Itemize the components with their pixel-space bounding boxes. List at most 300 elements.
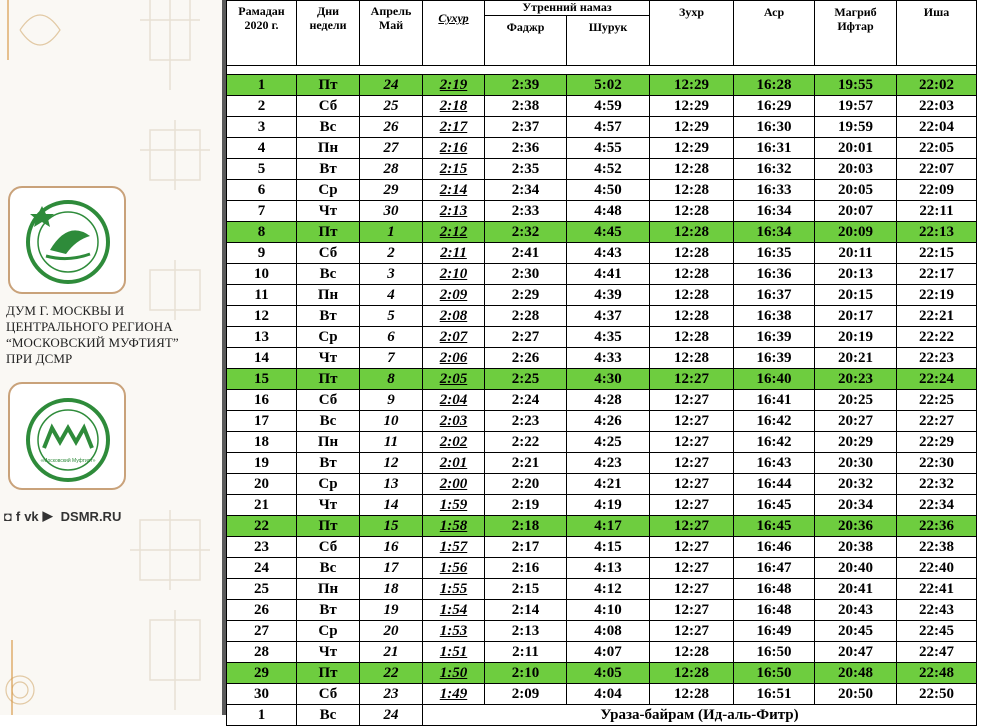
zuhr-time: 12:27 bbox=[650, 369, 734, 390]
shuruk-time: 4:17 bbox=[567, 516, 650, 537]
table-row bbox=[227, 495, 977, 516]
asr-time: 16:28 bbox=[734, 75, 815, 96]
calendar-date: 14 bbox=[360, 495, 423, 516]
isha-time: 22:27 bbox=[897, 411, 977, 432]
table-row bbox=[227, 663, 977, 684]
header-weekday: Дни недели bbox=[297, 1, 360, 66]
isha-time: 22:21 bbox=[897, 306, 977, 327]
calendar-date: 15 bbox=[360, 516, 423, 537]
isha-time: 22:34 bbox=[897, 495, 977, 516]
maghrib-time: 20:47 bbox=[815, 642, 897, 663]
calendar-date: 12 bbox=[360, 453, 423, 474]
site-link[interactable]: DSMR.RU bbox=[60, 508, 122, 524]
maghrib-time: 20:23 bbox=[815, 369, 897, 390]
calendar-date: 28 bbox=[360, 159, 423, 180]
zuhr-time: 12:28 bbox=[650, 285, 734, 306]
maghrib-time: 19:57 bbox=[815, 96, 897, 117]
suhur-time: 2:05 bbox=[423, 369, 485, 390]
zuhr-time: 12:28 bbox=[650, 243, 734, 264]
day-number: 16 bbox=[227, 390, 297, 411]
instagram-icon[interactable]: ◘ bbox=[4, 508, 12, 524]
prayer-times-table bbox=[226, 0, 977, 726]
fajr-time: 2:10 bbox=[485, 663, 567, 684]
table-row bbox=[227, 222, 977, 243]
asr-time: 16:30 bbox=[734, 117, 815, 138]
asr-time: 16:45 bbox=[734, 516, 815, 537]
calendar-date: 4 bbox=[360, 285, 423, 306]
calendar-date: 16 bbox=[360, 537, 423, 558]
day-number: 6 bbox=[227, 180, 297, 201]
table-row bbox=[227, 285, 977, 306]
asr-time: 16:48 bbox=[734, 600, 815, 621]
table-row bbox=[227, 516, 977, 537]
table-row bbox=[227, 201, 977, 222]
isha-time: 22:43 bbox=[897, 600, 977, 621]
table-row bbox=[227, 390, 977, 411]
prayer-schedule bbox=[226, 0, 976, 726]
day-number: 15 bbox=[227, 369, 297, 390]
suhur-time: 1:53 bbox=[423, 621, 485, 642]
day-number: 19 bbox=[227, 453, 297, 474]
fajr-time: 2:26 bbox=[485, 348, 567, 369]
weekday: Чт bbox=[297, 201, 360, 222]
day-number: 9 bbox=[227, 243, 297, 264]
weekday: Чт bbox=[297, 495, 360, 516]
muftiyat-logo-card bbox=[8, 186, 126, 294]
calendar-date: 17 bbox=[360, 558, 423, 579]
fajr-time: 2:39 bbox=[485, 75, 567, 96]
maghrib-time: 20:48 bbox=[815, 663, 897, 684]
calendar-date: 18 bbox=[360, 579, 423, 600]
isha-time: 22:13 bbox=[897, 222, 977, 243]
weekday: Пт bbox=[297, 516, 360, 537]
weekday: Вт bbox=[297, 600, 360, 621]
day-number: 8 bbox=[227, 222, 297, 243]
day-number: 29 bbox=[227, 663, 297, 684]
fajr-time: 2:34 bbox=[485, 180, 567, 201]
weekday: Пн bbox=[297, 432, 360, 453]
shuruk-time: 4:48 bbox=[567, 201, 650, 222]
suhur-time: 2:09 bbox=[423, 285, 485, 306]
header-isha: Иша bbox=[897, 1, 977, 66]
calendar-date: 19 bbox=[360, 600, 423, 621]
asr-time: 16:39 bbox=[734, 327, 815, 348]
fajr-time: 2:29 bbox=[485, 285, 567, 306]
asr-time: 16:42 bbox=[734, 432, 815, 453]
maghrib-time: 20:30 bbox=[815, 453, 897, 474]
fajr-time: 2:18 bbox=[485, 516, 567, 537]
shuruk-time: 4:19 bbox=[567, 495, 650, 516]
isha-time: 22:29 bbox=[897, 432, 977, 453]
fajr-time: 2:30 bbox=[485, 264, 567, 285]
suhur-time: 2:10 bbox=[423, 264, 485, 285]
calendar-date: 29 bbox=[360, 180, 423, 201]
header-shuruk: Шурук bbox=[567, 16, 650, 66]
asr-time: 16:48 bbox=[734, 579, 815, 600]
weekday: Пт bbox=[297, 663, 360, 684]
asr-time: 16:49 bbox=[734, 621, 815, 642]
table-row bbox=[227, 558, 977, 579]
header-month: Апрель Май bbox=[360, 1, 423, 66]
isha-time: 22:38 bbox=[897, 537, 977, 558]
asr-time: 16:46 bbox=[734, 537, 815, 558]
day-number: 20 bbox=[227, 474, 297, 495]
table-row bbox=[227, 600, 977, 621]
shuruk-time: 4:10 bbox=[567, 600, 650, 621]
zuhr-time: 12:27 bbox=[650, 558, 734, 579]
asr-time: 16:33 bbox=[734, 180, 815, 201]
fajr-time: 2:37 bbox=[485, 117, 567, 138]
suhur-time: 2:00 bbox=[423, 474, 485, 495]
maghrib-time: 19:59 bbox=[815, 117, 897, 138]
dsmr-logo-card bbox=[8, 382, 126, 490]
day-number: 23 bbox=[227, 537, 297, 558]
calendar-date: 30 bbox=[360, 201, 423, 222]
suhur-time: 1:55 bbox=[423, 579, 485, 600]
suhur-time: 1:59 bbox=[423, 495, 485, 516]
asr-time: 16:41 bbox=[734, 390, 815, 411]
maghrib-time: 20:13 bbox=[815, 264, 897, 285]
table-row bbox=[227, 411, 977, 432]
vk-icon[interactable]: vk bbox=[24, 508, 39, 524]
fajr-time: 2:09 bbox=[485, 684, 567, 705]
shuruk-time: 4:23 bbox=[567, 453, 650, 474]
day-number: 18 bbox=[227, 432, 297, 453]
weekday: Сб bbox=[297, 684, 360, 705]
maghrib-time: 20:09 bbox=[815, 222, 897, 243]
shuruk-time: 5:02 bbox=[567, 75, 650, 96]
fajr-time: 2:11 bbox=[485, 642, 567, 663]
table-row bbox=[227, 642, 977, 663]
table-row bbox=[227, 327, 977, 348]
table-row bbox=[227, 180, 977, 201]
suhur-time: 2:16 bbox=[423, 138, 485, 159]
day-number: 5 bbox=[227, 159, 297, 180]
table-row bbox=[227, 348, 977, 369]
table-row bbox=[227, 159, 977, 180]
zuhr-time: 12:28 bbox=[650, 348, 734, 369]
day-number: 14 bbox=[227, 348, 297, 369]
suhur-time: 2:17 bbox=[423, 117, 485, 138]
zuhr-time: 12:27 bbox=[650, 474, 734, 495]
header-asr: Аср bbox=[734, 1, 815, 66]
weekday: Вс bbox=[297, 411, 360, 432]
maghrib-time: 20:05 bbox=[815, 180, 897, 201]
fajr-time: 2:21 bbox=[485, 453, 567, 474]
suhur-time: 2:06 bbox=[423, 348, 485, 369]
table-row bbox=[227, 264, 977, 285]
zuhr-time: 12:28 bbox=[650, 663, 734, 684]
maghrib-time: 20:01 bbox=[815, 138, 897, 159]
weekday: Чт bbox=[297, 642, 360, 663]
fajr-time: 2:17 bbox=[485, 537, 567, 558]
dsmr-logo-icon bbox=[20, 388, 116, 488]
suhur-time: 1:51 bbox=[423, 642, 485, 663]
asr-time: 16:40 bbox=[734, 369, 815, 390]
table-row bbox=[227, 96, 977, 117]
shuruk-time: 4:39 bbox=[567, 285, 650, 306]
day-number: 30 bbox=[227, 684, 297, 705]
maghrib-time: 20:03 bbox=[815, 159, 897, 180]
weekday: Сб bbox=[297, 537, 360, 558]
isha-time: 22:23 bbox=[897, 348, 977, 369]
table-row bbox=[227, 621, 977, 642]
asr-time: 16:50 bbox=[734, 663, 815, 684]
facebook-icon[interactable]: f bbox=[15, 508, 21, 524]
weekday: Сб bbox=[297, 243, 360, 264]
shuruk-time: 4:35 bbox=[567, 327, 650, 348]
org-line-2: ЦЕНТРАЛЬНОГО РЕГИОНА bbox=[6, 319, 173, 334]
table-row bbox=[227, 243, 977, 264]
calendar-date: 3 bbox=[360, 264, 423, 285]
suhur-time: 1:50 bbox=[423, 663, 485, 684]
isha-time: 22:25 bbox=[897, 390, 977, 411]
social-links bbox=[4, 508, 121, 524]
maghrib-time: 20:34 bbox=[815, 495, 897, 516]
zuhr-time: 12:28 bbox=[650, 684, 734, 705]
suhur-time: 2:04 bbox=[423, 390, 485, 411]
table-row bbox=[227, 306, 977, 327]
calendar-date: 8 bbox=[360, 369, 423, 390]
day-number: 21 bbox=[227, 495, 297, 516]
isha-time: 22:40 bbox=[897, 558, 977, 579]
header-spacer bbox=[227, 66, 977, 75]
calendar-date: 2 bbox=[360, 243, 423, 264]
isha-time: 22:41 bbox=[897, 579, 977, 600]
table-row bbox=[227, 474, 977, 495]
weekday: Пн bbox=[297, 138, 360, 159]
shuruk-time: 4:45 bbox=[567, 222, 650, 243]
suhur-time: 1:49 bbox=[423, 684, 485, 705]
zuhr-time: 12:27 bbox=[650, 621, 734, 642]
header-suhur: Сухур bbox=[423, 1, 485, 66]
asr-time: 16:31 bbox=[734, 138, 815, 159]
suhur-time: 2:15 bbox=[423, 159, 485, 180]
asr-time: 16:45 bbox=[734, 495, 815, 516]
youtube-icon[interactable]: ▶ bbox=[42, 508, 53, 523]
fajr-time: 2:27 bbox=[485, 327, 567, 348]
isha-time: 22:11 bbox=[897, 201, 977, 222]
maghrib-time: 20:40 bbox=[815, 558, 897, 579]
weekday: Вс bbox=[297, 705, 360, 726]
isha-time: 22:22 bbox=[897, 327, 977, 348]
calendar-date: 6 bbox=[360, 327, 423, 348]
shuruk-time: 4:07 bbox=[567, 642, 650, 663]
suhur-time: 2:03 bbox=[423, 411, 485, 432]
day-number: 28 bbox=[227, 642, 297, 663]
fajr-time: 2:36 bbox=[485, 138, 567, 159]
maghrib-time: 20:17 bbox=[815, 306, 897, 327]
table-row bbox=[227, 453, 977, 474]
fajr-time: 2:20 bbox=[485, 474, 567, 495]
asr-time: 16:50 bbox=[734, 642, 815, 663]
asr-time: 16:47 bbox=[734, 558, 815, 579]
zuhr-time: 12:29 bbox=[650, 117, 734, 138]
day-number: 1 bbox=[227, 705, 297, 726]
zuhr-time: 12:27 bbox=[650, 453, 734, 474]
shuruk-time: 4:21 bbox=[567, 474, 650, 495]
fajr-time: 2:16 bbox=[485, 558, 567, 579]
fajr-time: 2:41 bbox=[485, 243, 567, 264]
shuruk-time: 4:25 bbox=[567, 432, 650, 453]
calendar-date: 7 bbox=[360, 348, 423, 369]
isha-time: 22:02 bbox=[897, 75, 977, 96]
weekday: Вс bbox=[297, 117, 360, 138]
shuruk-time: 4:59 bbox=[567, 96, 650, 117]
shuruk-time: 4:50 bbox=[567, 180, 650, 201]
suhur-time: 1:54 bbox=[423, 600, 485, 621]
maghrib-time: 20:19 bbox=[815, 327, 897, 348]
suhur-time: 2:08 bbox=[423, 306, 485, 327]
suhur-time: 1:56 bbox=[423, 558, 485, 579]
fajr-time: 2:15 bbox=[485, 579, 567, 600]
maghrib-time: 20:41 bbox=[815, 579, 897, 600]
suhur-time: 2:13 bbox=[423, 201, 485, 222]
calendar-date: 22 bbox=[360, 663, 423, 684]
maghrib-time: 20:50 bbox=[815, 684, 897, 705]
suhur-time: 2:18 bbox=[423, 96, 485, 117]
isha-time: 22:36 bbox=[897, 516, 977, 537]
calendar-date: 26 bbox=[360, 117, 423, 138]
asr-time: 16:37 bbox=[734, 285, 815, 306]
weekday: Чт bbox=[297, 348, 360, 369]
day-number: 11 bbox=[227, 285, 297, 306]
maghrib-time: 20:32 bbox=[815, 474, 897, 495]
isha-time: 22:17 bbox=[897, 264, 977, 285]
zuhr-time: 12:28 bbox=[650, 201, 734, 222]
weekday: Вс bbox=[297, 558, 360, 579]
fajr-time: 2:24 bbox=[485, 390, 567, 411]
weekday: Пн bbox=[297, 285, 360, 306]
isha-time: 22:03 bbox=[897, 96, 977, 117]
table-row bbox=[227, 537, 977, 558]
zuhr-time: 12:28 bbox=[650, 222, 734, 243]
maghrib-time: 20:11 bbox=[815, 243, 897, 264]
isha-time: 22:50 bbox=[897, 684, 977, 705]
calendar-date: 27 bbox=[360, 138, 423, 159]
isha-time: 22:47 bbox=[897, 642, 977, 663]
calendar-date: 23 bbox=[360, 684, 423, 705]
calendar-date: 10 bbox=[360, 411, 423, 432]
shuruk-time: 4:05 bbox=[567, 663, 650, 684]
isha-time: 22:09 bbox=[897, 180, 977, 201]
calendar-date: 11 bbox=[360, 432, 423, 453]
zuhr-time: 12:27 bbox=[650, 579, 734, 600]
sidebar bbox=[0, 0, 222, 715]
asr-time: 16:29 bbox=[734, 96, 815, 117]
zuhr-time: 12:27 bbox=[650, 516, 734, 537]
day-number: 26 bbox=[227, 600, 297, 621]
day-number: 4 bbox=[227, 138, 297, 159]
weekday: Пт bbox=[297, 222, 360, 243]
weekday: Вт bbox=[297, 306, 360, 327]
calendar-date: 24 bbox=[360, 705, 423, 726]
day-number: 17 bbox=[227, 411, 297, 432]
shuruk-time: 4:13 bbox=[567, 558, 650, 579]
day-number: 27 bbox=[227, 621, 297, 642]
zuhr-time: 12:27 bbox=[650, 537, 734, 558]
asr-time: 16:51 bbox=[734, 684, 815, 705]
table-row bbox=[227, 432, 977, 453]
header-zuhr: Зухр bbox=[650, 1, 734, 66]
isha-time: 22:15 bbox=[897, 243, 977, 264]
maghrib-time: 20:27 bbox=[815, 411, 897, 432]
zuhr-time: 12:27 bbox=[650, 495, 734, 516]
weekday: Ср bbox=[297, 621, 360, 642]
table-row bbox=[227, 684, 977, 705]
fajr-time: 2:38 bbox=[485, 96, 567, 117]
eid-note: Ураза-байрам (Ид-аль-Фитр) bbox=[423, 705, 977, 726]
asr-time: 16:39 bbox=[734, 348, 815, 369]
day-number: 1 bbox=[227, 75, 297, 96]
zuhr-time: 12:28 bbox=[650, 642, 734, 663]
zuhr-time: 12:27 bbox=[650, 600, 734, 621]
table-row bbox=[227, 75, 977, 96]
suhur-time: 2:02 bbox=[423, 432, 485, 453]
asr-time: 16:35 bbox=[734, 243, 815, 264]
shuruk-time: 4:08 bbox=[567, 621, 650, 642]
calendar-date: 21 bbox=[360, 642, 423, 663]
weekday: Вс bbox=[297, 264, 360, 285]
table-row bbox=[227, 138, 977, 159]
shuruk-time: 4:37 bbox=[567, 306, 650, 327]
header-ramadan: Рамадан 2020 г. bbox=[227, 1, 297, 66]
table-row bbox=[227, 369, 977, 390]
zuhr-time: 12:28 bbox=[650, 159, 734, 180]
day-number: 10 bbox=[227, 264, 297, 285]
suhur-time: 2:14 bbox=[423, 180, 485, 201]
weekday: Сб bbox=[297, 390, 360, 411]
weekday: Пн bbox=[297, 579, 360, 600]
suhur-time: 2:01 bbox=[423, 453, 485, 474]
header-fajr: Фаджр bbox=[485, 16, 567, 66]
header-maghrib: Магриб Ифтар bbox=[815, 1, 897, 66]
weekday: Пт bbox=[297, 369, 360, 390]
suhur-time: 2:11 bbox=[423, 243, 485, 264]
organization-name bbox=[6, 303, 221, 367]
zuhr-time: 12:28 bbox=[650, 327, 734, 348]
calendar-date: 13 bbox=[360, 474, 423, 495]
asr-time: 16:36 bbox=[734, 264, 815, 285]
day-number: 3 bbox=[227, 117, 297, 138]
weekday: Вт bbox=[297, 159, 360, 180]
fajr-time: 2:19 bbox=[485, 495, 567, 516]
shuruk-time: 4:28 bbox=[567, 390, 650, 411]
header-morning-prayer: Утренний намаз bbox=[485, 1, 650, 16]
asr-time: 16:34 bbox=[734, 222, 815, 243]
maghrib-time: 20:36 bbox=[815, 516, 897, 537]
table-row bbox=[227, 117, 977, 138]
shuruk-time: 4:12 bbox=[567, 579, 650, 600]
isha-time: 22:32 bbox=[897, 474, 977, 495]
fajr-time: 2:35 bbox=[485, 159, 567, 180]
isha-time: 22:04 bbox=[897, 117, 977, 138]
isha-time: 22:30 bbox=[897, 453, 977, 474]
shuruk-time: 4:26 bbox=[567, 411, 650, 432]
weekday: Ср bbox=[297, 180, 360, 201]
asr-time: 16:42 bbox=[734, 411, 815, 432]
weekday: Пт bbox=[297, 75, 360, 96]
isha-time: 22:05 bbox=[897, 138, 977, 159]
eid-row bbox=[227, 705, 977, 726]
fajr-time: 2:25 bbox=[485, 369, 567, 390]
suhur-time: 2:12 bbox=[423, 222, 485, 243]
isha-time: 22:07 bbox=[897, 159, 977, 180]
isha-time: 22:24 bbox=[897, 369, 977, 390]
maghrib-time: 20:07 bbox=[815, 201, 897, 222]
calendar-date: 20 bbox=[360, 621, 423, 642]
schedule-body bbox=[227, 66, 977, 726]
